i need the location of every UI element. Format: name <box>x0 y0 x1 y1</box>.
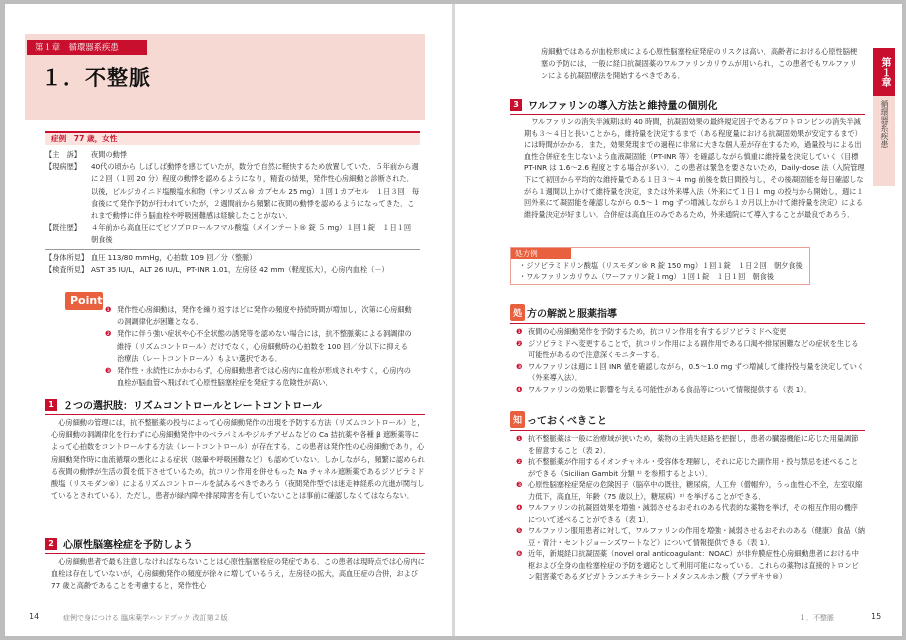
knowledge-item-text: ワルファリン服用患者に対して，ワルファリンの作用を増強・減弱させるおそれのある（健康）食品（納豆・青汁・セントジョーンズワートなど）について情報提供できる（表 1）． <box>528 526 865 547</box>
explanation-item <box>516 384 865 396</box>
knowledge-item-number: ❸ <box>516 480 523 489</box>
case-row <box>45 149 420 161</box>
section-3-body: ワルファリンの消失半減期は約 40 時間，抗凝固効果の最終規定因子であるプロトロンビンの消失半減期も３～４日と長いことから，維持量を決定するまで（ある程度量における抗凝固効果が安定するまで）には時間がかかる．また，効果発現までの過程に非常に大きな個人差が存在するため，過量投与による出血性合併症を生じないよう血液凝固能（PT-INR 等）を確認しながら慎重に維持量を決定していく（目標 PT-INR は 1.6～2.6 程度とする場合が多い）．この患者は緊急を要さないため，Daily-dose 法（入院管理下にて初回から平均的な維持量である１日３～４ mg 前後を数日間投与し，その後凝固能を毎日確認しながら１週間以上かけて維持量を決定，または外来導入法（外来にて１日１ mg の投与から開始し，週に１回外来にて凝固能を確認しながら 0.5～１ mg ずつ増減しながら１カ月以上かけて維持量を決定）による維持量決定が好ましい．合併症は高血圧のみであるため，外来通院にて導入することが最良であろう． <box>524 117 865 219</box>
knowledge-item-number: ❻ <box>516 549 523 558</box>
section-1 <box>45 397 425 502</box>
section-2-body: 心房細動患者で最も注意しなければならないことは心原性脳塞栓症の発症である．この患者は現時点では心房内に血栓は存在していないが，心房細動発作の頻度が徐々に増しているうえ，左房径の拡大，高血圧症の合併，および 77 歳と高齢であることを考慮すると，発作性心 <box>51 557 425 591</box>
explanation-item-text: ワルファリンの効果に影響を与える可能性がある食品等について情報提供する（表 1）． <box>528 384 812 394</box>
case-row-value: ４年前から高血圧にてビソプロロールフマル酸塩（メインテート® 錠 ５ mg）１回１錠 １日１回 朝食後 <box>91 223 419 245</box>
explanation-item-text: ワルファリンは週に１回 INR 値を確認しながら，0.5～1.0 mg ずつ増減して維持投与量を決定していく（外来導入法）． <box>528 361 865 382</box>
explanation-item-number: ❶ <box>516 327 523 336</box>
case-row-value: 血圧 113/80 mmHg，心拍数 109 回／分（整脈） <box>91 252 257 262</box>
page-number-left: 14 <box>29 612 40 621</box>
explanation-item <box>516 326 865 338</box>
footer-left: 症例で身につける 臨床薬学ハンドブック 改訂第２版 <box>63 614 228 622</box>
explanation-badge: 処 <box>510 304 525 321</box>
right-page <box>455 4 902 636</box>
knowledge-title: っておくべきこと <box>527 416 608 427</box>
section-3 <box>510 97 865 220</box>
section-2 <box>45 536 425 593</box>
section-1-title: ２つの選択肢：リズムコントロールとレートコントロール <box>63 401 322 412</box>
case-row-key: 【主 訴】 <box>45 150 81 159</box>
case-row-value: 40代の頃から しばしば動悸を感じていたが，数分で自然に軽快するため放置していた．５年前から週に２回（１回 20 分）程度の動悸を認めるようになり，精査の結果，発作性心房細動と診断された．以後，ピルジカイニド塩酸塩水和物（サンリズム® カプセル 25 mg）１回１カプセル １日３回 毎食後にて発作予防が行われていたが，２週間前から頻繁に夜間の動悸を認めるようになってきた．これまで動悸に伴う脳血栓や呼吸困難感は経験したことがない． <box>91 162 420 221</box>
section-2-rule <box>45 553 425 554</box>
chapter-tab-number: 第１章 <box>873 48 895 96</box>
explanation-item-number: ❹ <box>516 384 523 394</box>
section-2-number: 2 <box>45 538 57 550</box>
case-row <box>45 222 420 246</box>
section-2-heading <box>45 536 425 551</box>
point-item-text: 発作性・永続性にかかわらず，心房細動患者では心房内に血栓が形成されやすく，心房内の血栓が脳血管へ飛ばれて心原性脳塞栓症を発症する危険性が高い． <box>117 366 411 388</box>
point-item-text: 発作性心房細動は，発作を繰り返すほどに発作の頻度や持続時間が増加し，次第に心房細動の洞調律化が困難となる． <box>117 305 412 327</box>
case-row <box>45 161 420 222</box>
section-1-heading <box>45 397 425 412</box>
case-header: 症例 77 歳，女性 <box>45 131 420 145</box>
case-row-value: 夜間の動悸 <box>91 150 127 159</box>
section-3-title: ワルファリンの導入方法と維持量の個別化 <box>528 101 718 112</box>
point-item <box>105 304 413 328</box>
chapter-label: 第１章 循環器系疾患 <box>27 40 147 55</box>
footer-right: １．不整脈 <box>799 614 834 622</box>
explanation-heading <box>510 304 865 321</box>
knowledge-item <box>516 548 865 583</box>
point-item <box>105 328 413 365</box>
explanation-list <box>510 326 865 395</box>
case-row <box>45 264 420 276</box>
section-3-number: 3 <box>510 99 522 111</box>
case-row-key: 【身体所見】 <box>45 252 89 262</box>
prescription-list <box>511 259 809 284</box>
case-divider <box>45 249 420 250</box>
section-1-number: 1 <box>45 399 57 411</box>
explanation-item <box>516 338 865 361</box>
section-2-title: 心原性脳塞栓症を予防しよう <box>63 540 193 551</box>
knowledge-item <box>516 479 865 502</box>
knowledge-item-text: 抗不整脈薬が作用するイオンチャネル・受容体を理解し，それに応じた副作用・投与禁忌を述べることができる（Sicilian Gambit 分類 ¹⁾ を参照するとよい）． <box>528 457 859 478</box>
explanation-item-text: ジソピラミドへ変更することで，抗コリン作用による副作用である口渇や排尿困難などの症状を生じる可能性があるので注意深くモニターする． <box>528 338 859 359</box>
knowledge-item <box>516 502 865 525</box>
section-3-heading <box>510 97 865 112</box>
knowledge-item <box>516 433 865 456</box>
left-page <box>5 4 452 636</box>
knowledge-item <box>516 456 865 479</box>
case-row-value: AST 35 IU/L，ALT 26 IU/L，PT-INR 1.01，左房径 42 mm（軽度拡大），心房内血栓（－） <box>91 264 389 274</box>
knowledge-badge: 知 <box>510 411 525 428</box>
knowledge-item-number: ❶ <box>516 434 523 443</box>
point-item-number: ❷ <box>105 329 112 339</box>
section-1-body: 心房細動の管理には，抗不整脈薬の投与によって心房細動発作の出現を予防する方法（リズムコントロール）と，心房細動の洞調律化を行わずに心房細動発作中のベラパミルやジルチアゼムなどの Ca 拮抗薬や各種 β 遮断薬等によって心拍数をコントロールする方法（レートコントロール）が存在する．この患者は発作性の心房細動であり，心房細動発作時に血流循環の悪化による症状（眩暈や呼吸困難など）も認めていない．しかしながら，頻繁に認められる夜間の動悸が生活の質を低下させているため，抗コリン作用を併せもった Na チャネル遮断薬であるジソピラミド酸塩（リスモダン®）によるリズムコントロールを試みるべきであろう（夜間発作型では迷走神経系の亢進が関与しているとされている）．ただし，患者が緑内障や排尿障害を有していないことは事前に確認しなくてはならない． <box>51 418 425 501</box>
prescription-box <box>510 247 810 285</box>
knowledge-item-text: ワルファリンの抗凝固効果を増強・減弱させるおそれのある代表的な薬物を挙げ，その相互作用の機序について述べることができる（表 1）． <box>528 503 858 524</box>
knowledge-item-number: ❷ <box>516 457 523 466</box>
point-logo: Point <box>65 292 103 310</box>
explanation-item-number: ❸ <box>516 361 523 371</box>
explanation-item <box>516 361 865 384</box>
explanation-section <box>510 304 865 395</box>
prescription-label: 処方例 <box>511 248 571 259</box>
section-3-rule <box>510 114 865 115</box>
point-item-number: ❶ <box>105 305 112 314</box>
case-row-key: 【検査所見】 <box>45 264 89 274</box>
knowledge-item-text: 抗不整脈薬は一般に治療域が狭いため，薬物の主消失経路を把握し，患者の臓器機能に応じた用量調節を留意すること（表 2）． <box>528 434 859 455</box>
knowledge-item-text: 近年，新規経口抗凝固薬（novel oral anticoagulant：NOAC）が非弁膜症性心房細動患者における中枢および全身の血栓塞栓症の予防を適応として利用可能になっている．これらの薬物は直接的トロンビン阻害薬であるダビガトランエテキシラートメタンスルホン酸（プラザキサ®） <box>528 549 859 581</box>
prescription-item: ・ワルファリンカリウム（ワーファリン錠１mg）１回１錠 １日１回 朝食後 <box>519 272 775 281</box>
knowledge-item <box>516 525 865 548</box>
chapter-tab-title: 循環器系疾患 <box>880 100 889 148</box>
case-row-key: 【現病歴】 <box>45 162 81 172</box>
explanation-title: 方の解説と服薬指導 <box>527 309 618 320</box>
page-number-right: 15 <box>871 612 882 621</box>
case-row-key: 【既往歴】 <box>45 223 81 233</box>
knowledge-item-text: 心原性脳塞栓症発症の危険因子（脳卒中の既往，糖尿病，人工弁（僧帽弁），うっ血性心不全，左室収縮力低下，高血圧，年齢（75 歳以上），糖尿病）²⁾ を挙げることができる． <box>528 480 863 501</box>
knowledge-section <box>510 411 865 583</box>
explanation-item-text: 夜間の心房細動発作を予防するため，抗コリン作用を有するジソピラミドへ変更 <box>528 327 787 336</box>
point-item-text: 発作に伴う強い症状や心不全状態の誘発等を認めない場合には，抗不整脈薬による洞調律の維持（リズムコントロール）だけでなく，心房細動時の心拍数を 100 回／分以下に抑える治療法（レートコントロール）もよい選択である． <box>117 329 412 363</box>
explanation-item-number: ❷ <box>516 338 523 348</box>
case-row <box>45 252 420 264</box>
explanation-rule <box>510 323 865 324</box>
prescription-item: ・ジソピラミドリン酸塩（リスモダン® R 錠 150 mg）１回１錠 １日２回 朝夕食後 <box>519 261 803 270</box>
point-item <box>105 365 413 389</box>
knowledge-rule <box>510 430 865 431</box>
point-list <box>105 304 413 389</box>
page-title: １．不整脈 <box>41 66 151 90</box>
case-body <box>45 149 420 276</box>
point-item-number: ❸ <box>105 366 112 376</box>
knowledge-heading <box>510 411 865 428</box>
knowledge-list <box>510 433 865 583</box>
knowledge-item-number: ❺ <box>516 526 523 535</box>
continued-text: 房細動ではあるが血栓形成による心原性脳塞栓症発症のリスクは高い．高齢者における心原性脳梗塞の予防には，一般に経口抗凝固薬のワルファリンカリウムが用いられ，この患者でもワルファリンによる抗凝固療法を開始するべきである． <box>541 47 858 81</box>
knowledge-item-number: ❹ <box>516 503 523 512</box>
section-1-rule <box>45 414 425 415</box>
